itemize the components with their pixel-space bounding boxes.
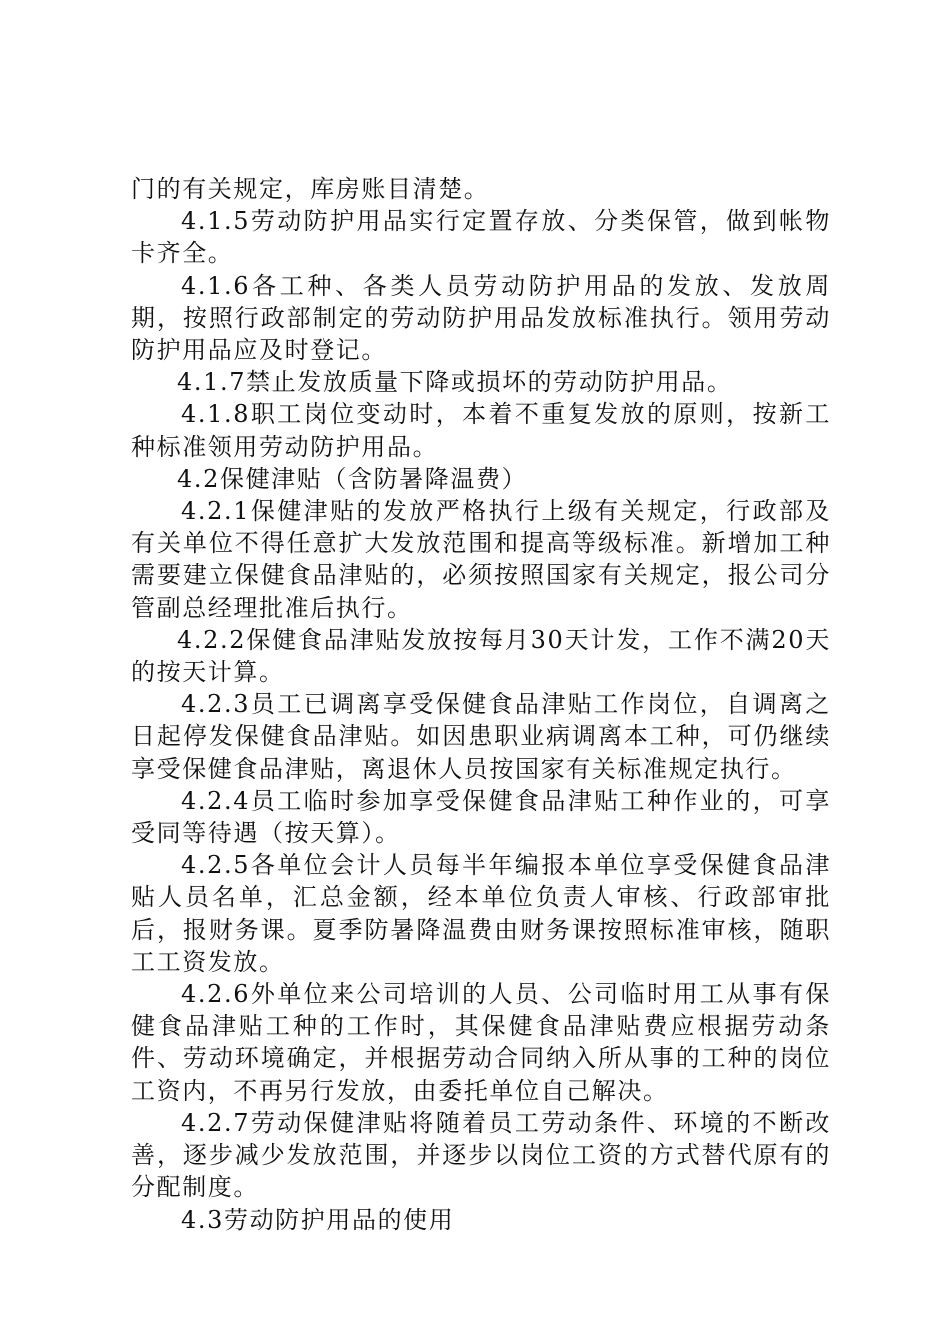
paragraph-4-1-7: 4.1.7禁止发放质量下降或损坏的劳动防护用品。 (177, 368, 733, 397)
paragraph-4-1-6: 4.1.6各工种、各类人员劳动防护用品的发放、发放周期，按照行政部制定的劳动防护用品发放标准执行。领用劳动防护用品应及时登记。 (131, 271, 831, 365)
section-heading-4-2: 4.2保健津贴（含防暑降温费） (177, 464, 528, 493)
paragraph-4-1-5: 4.1.5劳动防护用品实行定置存放、分类保管，做到帐物卡齐全。 (131, 207, 831, 268)
paragraph-4-1-8: 4.1.8职工岗位变动时，本着不重复发放的原则，按新工种标准领用劳动防护用品。 (131, 400, 831, 461)
paragraph-continuation: 门的有关规定，库房账目清楚。 (131, 175, 490, 203)
paragraph-4-2-1: 4.2.1保健津贴的发放严格执行上级有关规定，行政部及有关单位不得任意扩大发放范围和提高等级标准。新增加工种需要建立保健食品津贴的，必须按照国家有关规定，报公司分管副总经理批准后执行。 (131, 497, 831, 622)
document-body (131, 173, 831, 1236)
paragraph-4-2-4: 4.2.4员工临时参加享受保健食品津贴工种作业的，可享受同等待遇（按天算）。 (131, 786, 831, 848)
paragraph-4-2-2: 4.2.2保健食品津贴发放按每月30天计发，工作不满20天的按天计算。 (131, 625, 831, 687)
paragraph-4-2-3: 4.2.3员工已调离享受保健食品津贴工作岗位，自调离之日起停发保健食品津贴。如因患职业病调离本工种，可仍继续享受保健食品津贴，离退休人员按国家有关标准规定执行。 (131, 690, 831, 783)
paragraph-4-2-7: 4.2.7劳动保健津贴将随着员工劳动条件、环境的不断改善，逐步减少发放范围，并逐步以岗位工资的方式替代原有的分配制度。 (131, 1108, 831, 1202)
paragraph-4-2-5: 4.2.5各单位会计人员每半年编报本单位享受保健食品津贴人员名单，汇总金额，经本单位负责人审核、行政部审批后，报财务课。夏季防暑降温费由财务课按照标准审核，随职工工资发放。 (131, 851, 831, 976)
paragraph-4-2-6: 4.2.6外单位来公司培训的人员、公司临时用工从事有保健食品津贴工种的工作时，其保健食品津贴费应根据劳动条件、劳动环境确定，并根据劳动合同纳入所从事的工种的岗位工资内，不再另行发放，由委托单位自己解决。 (131, 980, 831, 1105)
section-heading-4-3: 4.3劳动防护用品的使用 (181, 1205, 455, 1234)
